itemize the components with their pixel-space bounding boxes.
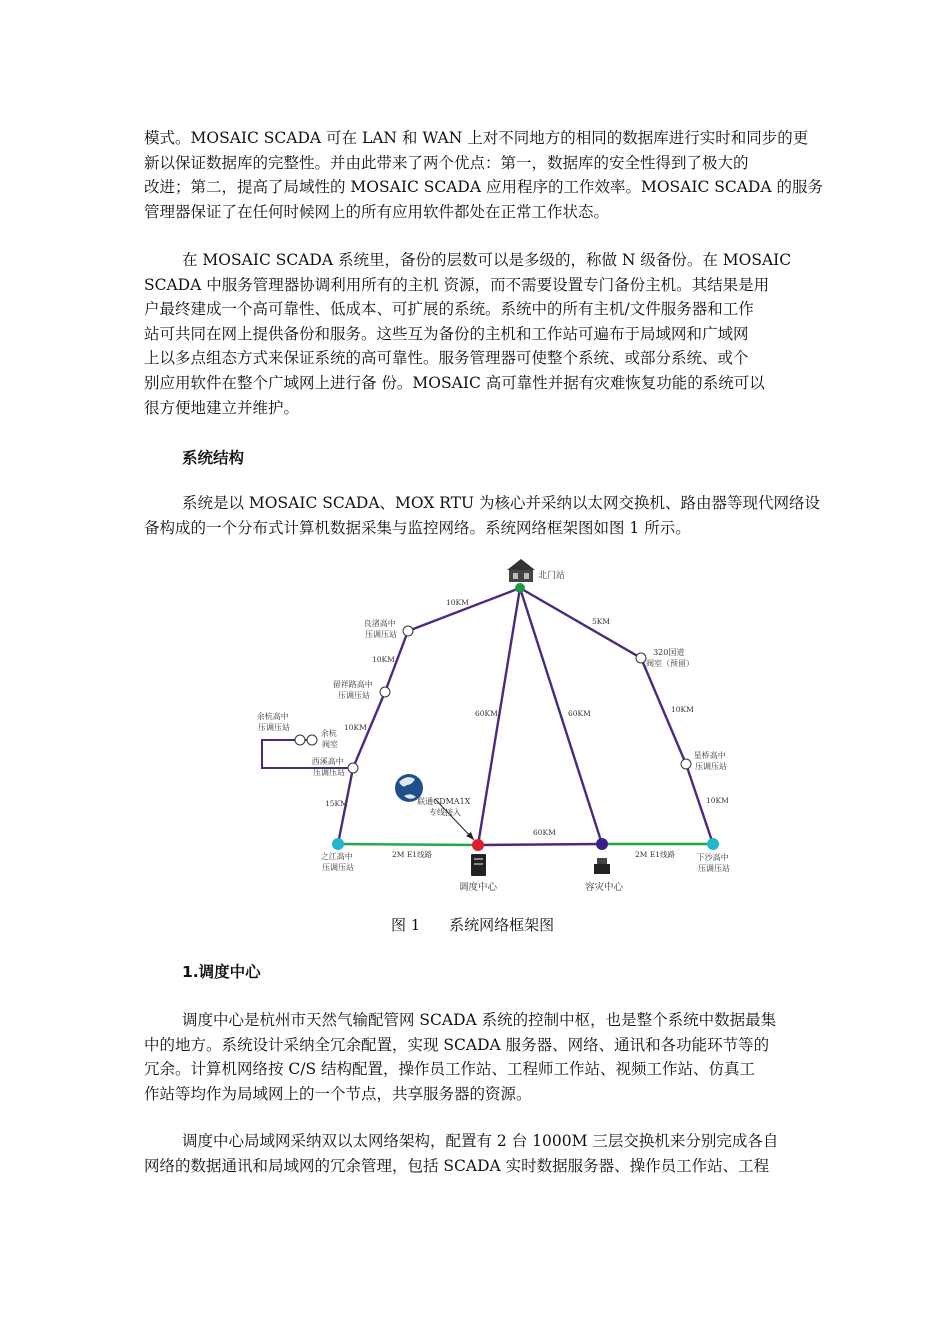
node-xingqiao: [681, 759, 691, 769]
figure-number: 图 1: [391, 916, 421, 934]
paragraph-4: [144, 1008, 808, 1106]
label-e1-left: 2M E1线路: [392, 850, 433, 859]
link-zhijiang-dispatch-e1: [338, 844, 478, 845]
node-zhijiang: [332, 838, 344, 850]
label-valve320: 320国道 阀室（预留）: [646, 648, 694, 668]
text-line: 别应用软件在整个广域网上进行备 份。MOSAIC 高可靠性并据有灾难恢复功能的系统可以: [144, 373, 765, 392]
dist-beimen-dispatch: 60KM: [475, 709, 498, 718]
text-line: SCADA 中服务管理器协调利用所有的主机 资源，而不需要设置专门备份主机。其结果是用: [144, 275, 770, 294]
label-cdma: 联通CDMA1X 专线接入: [417, 797, 471, 817]
dist-liangzhu-liushi: 10KM: [372, 655, 395, 664]
text-line: 在 MOSAIC SCADA 系统里，备份的层数可以是多级的，称做 N 级备份。在 MOSAIC: [182, 251, 792, 269]
dist-beimen-liangzhu: 10KM: [446, 598, 469, 607]
node-yuhang-valve: [307, 735, 317, 745]
node-valve320: [636, 653, 646, 663]
text-line: 管理器保证了在任何时候网上的所有应用软件都处在正常工作状态。: [144, 202, 610, 221]
node-liushi: [380, 687, 390, 697]
label-liushi: 留祥路高中 压调压站: [332, 680, 373, 700]
node-xixi: [348, 763, 358, 773]
text-line: 系统是以 MOSAIC SCADA、MOX RTU 为核心并采纳以太网交换机、路由器等现代网络设: [182, 494, 821, 512]
label-disaster: 容灾中心: [584, 882, 624, 893]
dist-dispatch-disaster: 60KM: [533, 828, 556, 837]
text-line: 调度中心是杭州市天然气输配管网 SCADA 系统的控制中枢，也是整个系统中数据最集: [182, 1011, 777, 1029]
label-liangzhu: 良渚高中 压调压站: [363, 619, 397, 639]
text-line: 模式。MOSAIC SCADA 可在 LAN 和 WAN 上对不同地方的相同的数据库进行实时和同步的更: [144, 129, 809, 147]
label-yuhang-valve: 余杭 阀室: [320, 729, 338, 749]
dist-xixi-zhijiang: 15KM: [325, 799, 348, 808]
text-line: 新以保证数据库的完整性。并由此带来了两个优点：第一，数据库的安全性得到了极大的: [144, 153, 749, 172]
figure-title: 系统网络框架图: [449, 916, 555, 934]
node-disaster: [596, 838, 608, 850]
node-xiasha: [707, 838, 719, 850]
dist-valve320-xingqiao: 10KM: [671, 705, 694, 714]
text-line: 备构成的一个分布式计算机数据采集与监控网络。系统网络框架图如图 1 所示。: [144, 518, 691, 537]
paragraph-3: [144, 491, 821, 540]
network-diagram: [250, 556, 750, 900]
house-icon: [507, 559, 535, 582]
dist-beimen-disaster: 60KM: [568, 709, 591, 718]
label-yuhang: 余杭高中 压调压站: [256, 712, 290, 732]
text-line: 户最终建成一个高可靠性、低成本、可扩展的系统。系统中的所有主机/文件服务器和工作: [144, 300, 754, 319]
paragraph-5: [144, 1129, 808, 1178]
text-line: 作站等均作为局域网上的一个节点，共享服务器的资源。: [144, 1084, 532, 1103]
label-xixi: 西溪高中 压调压站: [311, 757, 345, 777]
text-line: 站可共同在网上提供备份和服务。这些互为备份的主机和工作站可遍布于局域网和广域网: [144, 324, 749, 343]
text-line: 中的地方。系统设计采纳全冗余配置，实现 SCADA 服务器、网络、通讯和各功能环节等的: [144, 1035, 770, 1054]
printer-icon: [594, 858, 610, 874]
node-dispatch: [472, 839, 484, 851]
text-line: 调度中心局域网采纳双以太网络架构，配置有 2 台 1000M 三层交换机来分别完成各自: [182, 1132, 779, 1150]
node-beimen: [515, 583, 525, 593]
node-yuhang: [295, 735, 305, 745]
paragraph-1: [144, 126, 823, 224]
node-liangzhu: [403, 626, 413, 636]
label-xiasha: 下沙高中 压调压站: [696, 853, 730, 873]
label-beimen: 北门站: [538, 571, 566, 581]
section-heading-dispatch: 1.调度中心: [182, 963, 261, 981]
server-icon: [471, 854, 486, 876]
text-line: 网络的数据通讯和局域网的冗余管理，包括 SCADA 实时数据服务器、操作员工作站、工程: [144, 1156, 770, 1175]
label-zhijiang: 之江高中 压调压站: [320, 852, 354, 872]
text-line: 冗余。计算机网络按 C/S 结构配置，操作员工作站、工程师工作站、视频工作站、仿真工: [144, 1060, 756, 1079]
label-e1-right: 2M E1线路: [635, 850, 676, 859]
text-line: 很方便地建立并维护。: [144, 398, 300, 417]
text-line: 上以多点组态方式来保证系统的高可靠性。服务管理器可使整个系统、或部分系统、或个: [144, 349, 749, 368]
dist-xingqiao-xiasha: 10KM: [706, 796, 729, 805]
link-dispatch-disaster: [478, 844, 602, 845]
figure-caption: [391, 914, 554, 935]
link-beimen-liangzhu: [408, 588, 520, 631]
label-xingqiao: 星桥高中 压调压站: [693, 751, 727, 771]
text-line: 改进；第二，提高了局域性的 MOSAIC SCADA 应用程序的工作效率。MOSAIC SCADA 的服务: [144, 178, 823, 197]
dist-liushi-xixi: 10KM: [344, 723, 367, 732]
label-dispatch: 调度中心: [458, 882, 498, 893]
paragraph-2: [144, 248, 808, 420]
section-heading-structure: 系统结构: [182, 449, 245, 467]
dist-beimen-valve320: 5KM: [592, 617, 611, 626]
